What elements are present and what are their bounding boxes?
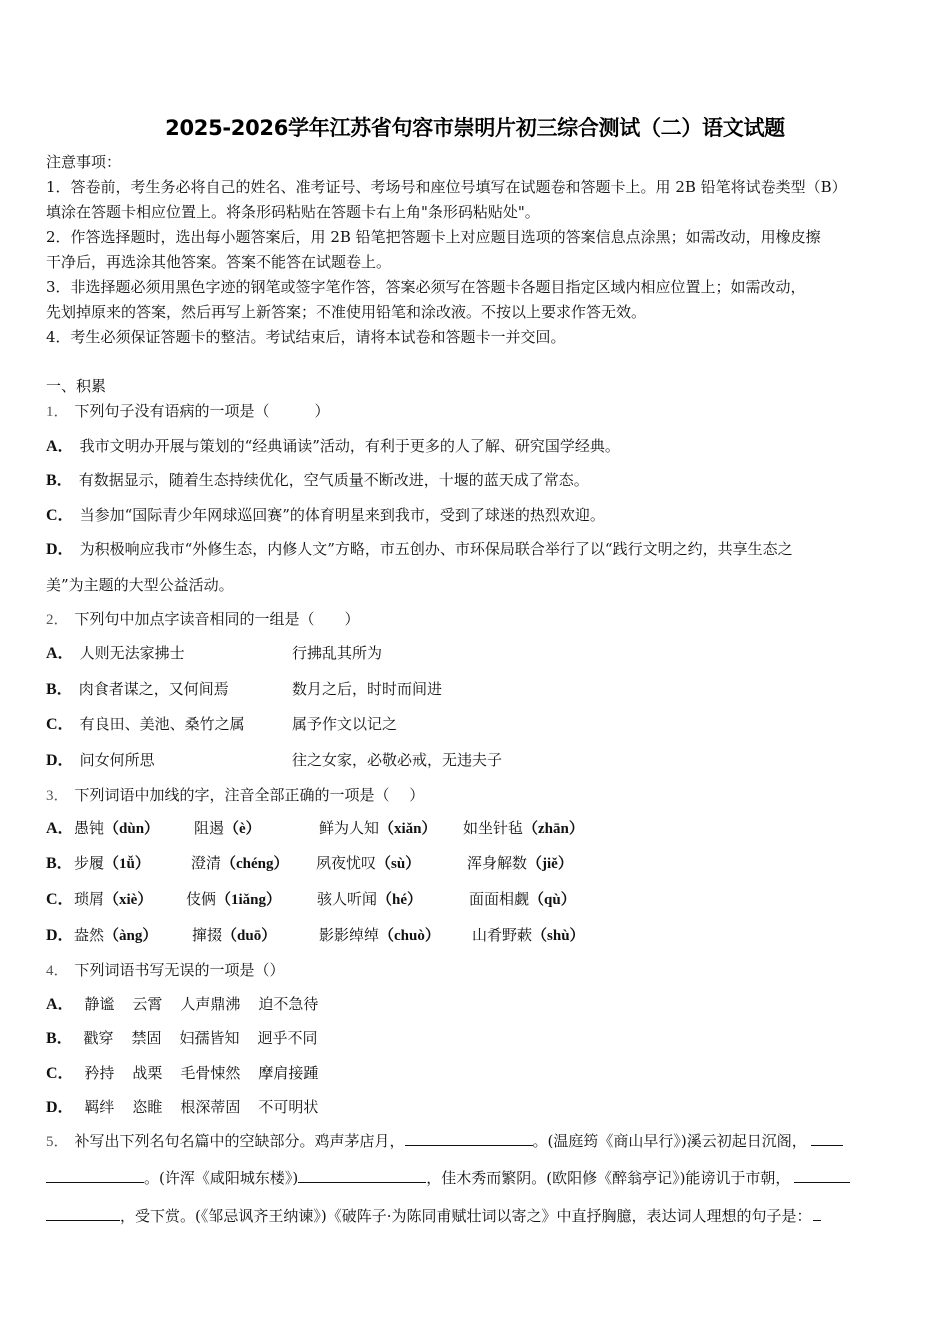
pinyin: （xiǎn） <box>379 821 437 837</box>
term: 鲜为人知 <box>319 819 380 837</box>
notice-line: 填涂在答题卡相应位置上。将条形码粘贴在答题卡右上角"条形码粘贴处"。 <box>46 203 540 221</box>
option-letter: D． <box>46 1099 74 1116</box>
q5-line-1 <box>46 1131 843 1152</box>
pinyin: （duō） <box>222 928 277 944</box>
term: 如坐针毡 <box>463 819 524 837</box>
option-letter: C． <box>46 716 74 733</box>
option-c <box>46 1063 318 1084</box>
option-left: 肉食者谋之，又何间焉 <box>78 680 229 698</box>
option-right: 数月之后，时时而间进 <box>292 680 443 698</box>
option-letter: B． <box>46 855 73 872</box>
term: 影影绰绰 <box>319 926 380 944</box>
notice-line: 干净后，再选涂其他答案。答案不能答在试题卷上。 <box>46 253 392 271</box>
term: 摩肩接踵 <box>258 1064 319 1082</box>
term: 妇孺皆知 <box>179 1029 240 1047</box>
option-b <box>46 1028 318 1049</box>
option-letter: B． <box>46 1030 73 1047</box>
option-letter: C． <box>46 891 74 908</box>
pinyin: （zhān） <box>523 821 584 837</box>
term: 阻遏 <box>194 819 225 837</box>
option-a <box>46 643 383 664</box>
option-right: 属予作文以记之 <box>292 715 398 733</box>
option-a <box>46 994 318 1015</box>
term: 矜持 <box>84 1064 115 1082</box>
question-number: 5． <box>46 1134 69 1150</box>
question-stem <box>46 401 330 422</box>
option-letter: A． <box>46 438 74 455</box>
fill-blank[interactable] <box>46 1206 120 1221</box>
pinyin: （shù） <box>532 928 585 944</box>
option-letter: A． <box>46 645 74 662</box>
option-letter: A． <box>46 996 74 1013</box>
term: 禁固 <box>131 1029 162 1047</box>
option-text: 我市文明办开展与策划的“经典诵读”活动，有利于更多的人了解、研究国学经典。 <box>79 437 620 455</box>
term: 浑身解数 <box>467 854 528 872</box>
term: 战栗 <box>132 1064 163 1082</box>
option-d-continued: 美”为主题的大型公益活动。 <box>46 576 234 594</box>
term: 迫不急待 <box>258 995 319 1013</box>
option-right: 行拂乱其所为 <box>292 644 383 662</box>
pinyin: （1ǚ） <box>104 856 150 872</box>
notice-line: 1．答卷前，考生务必将自己的姓名、准考证号、考场号和座位号填写在试题卷和答题卡上。用 2B 铅笔将试卷类型（B） <box>46 178 847 196</box>
section-heading: 一、积累 <box>46 377 107 395</box>
fill-blank[interactable] <box>813 1206 821 1221</box>
term: 人声鼎沸 <box>180 995 241 1013</box>
question-number: 3． <box>46 788 69 804</box>
option-left: 人则无法家拂士 <box>79 644 185 662</box>
term: 山肴野蔌 <box>472 926 533 944</box>
document-title: 2025-2026学年江苏省句容市崇明片初三综合测试（二）语文试题 <box>165 116 785 140</box>
term: 盎然 <box>74 926 105 944</box>
term: 戳穿 <box>83 1029 114 1047</box>
option-text: 为积极响应我市“外修生态，内修人文”方略，市五创办、市环保局联合举行了以“践行文明之约，共享生态之 <box>79 540 793 558</box>
option-b <box>46 679 443 700</box>
pinyin: （jiě） <box>527 856 573 872</box>
pinyin: （sù） <box>376 856 421 872</box>
option-letter: D． <box>46 541 74 558</box>
question-text: 下列词语中加线的字，注音全部正确的一项是（ ） <box>74 786 425 804</box>
term: 恣睢 <box>132 1098 163 1116</box>
q5-text: ，受下赏。(《邹忌讽齐王纳谏》)《破阵子·为陈同甫赋壮词以寄之》中直抒胸臆，表达词人理想的句子是： <box>120 1207 812 1225</box>
notice-line: 2．作答选择题时，选出每小题答案后，用 2B 铅笔把答题卡上对应题目选项的答案信息点涂黑；如需改动，用橡皮擦 <box>46 228 821 246</box>
pinyin: （qù） <box>529 892 576 908</box>
option-letter: C． <box>46 507 74 524</box>
pinyin: （1iǎng） <box>216 892 282 908</box>
term: 不可明状 <box>258 1098 319 1116</box>
option-c <box>46 889 576 910</box>
option-letter: D． <box>46 927 74 944</box>
term: 根深蒂固 <box>180 1098 241 1116</box>
pinyin: （àng） <box>104 928 158 944</box>
fill-blank[interactable] <box>298 1168 426 1183</box>
q5-text: 。(许浑《咸阳城东楼》) <box>144 1169 299 1187</box>
question-stem <box>46 785 424 806</box>
option-text: 有数据显示，随着生态持续优化，空气质量不断改进，十堰的蓝天成了常态。 <box>78 471 589 489</box>
option-left: 问女何所思 <box>79 751 155 769</box>
option-letter: B． <box>46 472 73 489</box>
option-a <box>46 436 620 457</box>
term: 撺掇 <box>192 926 223 944</box>
fill-blank[interactable] <box>794 1168 850 1183</box>
notice-line: 先划掉原来的答案，然后再写上新答案；不准使用铅笔和涂改液。不按以上要求作答无效。 <box>46 303 647 321</box>
option-c <box>46 505 605 526</box>
term: 面面相觑 <box>469 890 530 908</box>
term: 静谧 <box>84 995 115 1013</box>
q5-text: 补写出下列名句名篇中的空缺部分。鸡声茅店月， <box>74 1132 405 1150</box>
option-letter: D． <box>46 752 74 769</box>
question-stem <box>46 609 360 630</box>
q5-line-3 <box>46 1206 821 1226</box>
fill-blank[interactable] <box>405 1131 533 1146</box>
term: 骇人听闻 <box>317 890 378 908</box>
term: 愚钝 <box>74 819 105 837</box>
term: 毛骨悚然 <box>180 1064 241 1082</box>
pinyin: （dùn） <box>104 821 160 837</box>
option-b <box>46 470 589 491</box>
term: 夙夜忧叹 <box>316 854 377 872</box>
question-text: 下列词语书写无误的一项是（） <box>74 961 285 979</box>
term: 迥乎不同 <box>257 1029 318 1047</box>
question-text: 下列句子没有语病的一项是（ ） <box>74 402 330 420</box>
q5-text: ，佳木秀而繁阴。(欧阳修《醉翁亭记》)能谤讥于市朝， <box>426 1169 791 1187</box>
q5-line-2 <box>46 1168 850 1188</box>
question-text: 下列句中加点字读音相同的一组是（ ） <box>74 610 360 628</box>
fill-blank[interactable] <box>46 1168 144 1183</box>
question-number: 2． <box>46 612 69 628</box>
fill-blank[interactable] <box>811 1131 843 1146</box>
q5-text: 。(温庭筠《商山早行》)溪云初起日沉阁， <box>532 1132 807 1150</box>
pinyin: （chéng） <box>221 856 289 872</box>
option-text: 当参加“国际青少年网球巡回赛”的体育明星来到我市，受到了球迷的热烈欢迎。 <box>79 506 605 524</box>
notice-line: 4．考生必须保证答题卡的整洁。考试结束后，请将本试卷和答题卡一并交回。 <box>46 328 566 346</box>
pinyin: （chuò） <box>379 928 440 944</box>
term: 云霄 <box>132 995 163 1013</box>
option-d <box>46 750 503 771</box>
option-letter: C． <box>46 1065 74 1082</box>
term: 澄清 <box>191 854 222 872</box>
notice-heading: 注意事项： <box>46 153 122 171</box>
option-right: 往之女家，必敬必戒，无违夫子 <box>292 751 503 769</box>
option-letter: B． <box>46 681 73 698</box>
option-letter: A． <box>46 820 74 837</box>
term: 伎俩 <box>186 890 217 908</box>
option-left: 有良田、美池、桑竹之属 <box>79 715 245 733</box>
term: 步履 <box>74 854 105 872</box>
pinyin: （hé） <box>377 892 423 908</box>
notice-line: 3．非选择题必须用黑色字迹的钢笔或签字笔作答，答案必须写在答题卡各题目指定区域内相应位置上；如需改动， <box>46 278 806 296</box>
pinyin: （è） <box>224 821 261 837</box>
question-number: 1． <box>46 404 69 420</box>
option-d <box>46 539 793 560</box>
option-d <box>46 1097 318 1118</box>
option-a <box>46 818 584 839</box>
term: 琐屑 <box>74 890 105 908</box>
option-d <box>46 925 585 946</box>
option-b <box>46 853 573 874</box>
option-c <box>46 714 398 735</box>
term: 羁绊 <box>84 1098 115 1116</box>
question-number: 4． <box>46 963 69 979</box>
question-stem <box>46 960 285 981</box>
pinyin: （xiè） <box>104 892 153 908</box>
